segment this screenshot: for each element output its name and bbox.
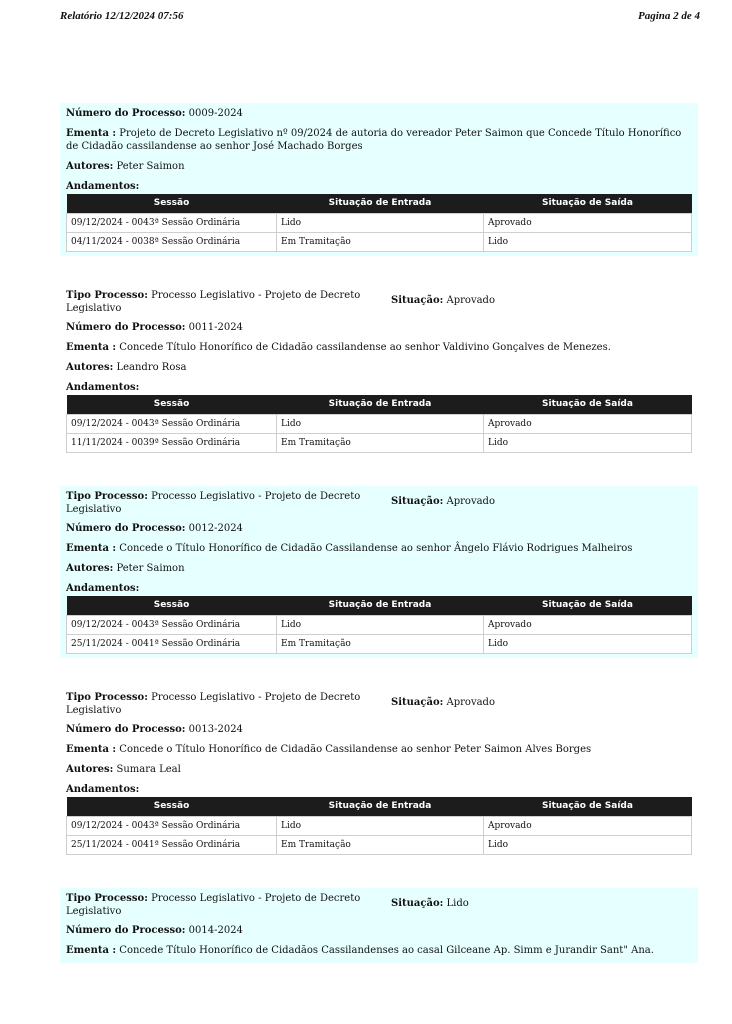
table-row [67,616,692,635]
page-number: Pagina 2 de 4 [637,10,700,22]
cell-sessao: 09/12/2024 - 0043ª Sessão Ordinária [67,817,277,836]
col-saida: Situação de Saída [484,395,692,415]
andamentos-table [66,596,692,654]
col-entrada: Situação de Entrada [277,596,484,616]
col-entrada: Situação de Entrada [277,797,484,817]
report-header [60,10,700,26]
cell-saida: Aprovado [484,214,692,233]
col-saida: Situação de Saída [484,797,692,817]
cell-saida: Aprovado [484,616,692,635]
andamentos-table [66,797,692,855]
cell-saida: Aprovado [484,817,692,836]
table-row [67,214,692,233]
table-row [67,635,692,654]
col-sessao: Sessão [67,797,277,817]
process-ementa: Ementa : Concede o Título Honorífico de Cidadão Cassilandense ao senhor Ângelo Flávio Rodrigues Malheiros [66,543,633,554]
cell-saida: Lido [484,635,692,654]
cell-sessao: 25/11/2024 - 0041ª Sessão Ordinária [67,635,277,654]
cell-entrada: Lido [277,817,484,836]
process-type: Tipo Processo: Processo Legislativo - Projeto de Decreto Legislativo [66,692,361,716]
col-sessao: Sessão [67,194,277,214]
cell-entrada: Lido [277,214,484,233]
process-record [60,888,698,963]
andamentos-title: Andamentos: [66,583,140,594]
cell-entrada: Em Tramitação [277,233,484,252]
process-record [60,687,698,859]
cell-entrada: Em Tramitação [277,434,484,453]
table-header-row [67,596,692,616]
col-saida: Situação de Saída [484,596,692,616]
process-ementa: Ementa : Concede o Título Honorífico de Cidadão Cassilandense ao senhor Peter Saimon Alves Borges [66,744,592,755]
cell-sessao: 09/12/2024 - 0043ª Sessão Ordinária [67,616,277,635]
process-number: Número do Processo: 0011-2024 [66,322,243,333]
table-row [67,233,692,252]
process-status: Situação: Lido [391,898,469,909]
andamentos-title: Andamentos: [66,181,140,192]
process-number: Número do Processo: 0014-2024 [66,925,243,936]
table-row [67,817,692,836]
cell-saida: Lido [484,233,692,252]
cell-sessao: 09/12/2024 - 0043ª Sessão Ordinária [67,214,277,233]
col-saida: Situação de Saída [484,194,692,214]
process-type: Tipo Processo: Processo Legislativo - Projeto de Decreto Legislativo [66,290,361,314]
process-number: Número do Processo: 0012-2024 [66,523,243,534]
process-ementa: Ementa : Concede Título Honorífico de Cidadão cassilandense ao senhor Valdivino Gonçalves de Menezes. [66,342,611,353]
process-authors: Autores: Peter Saimon [66,161,185,172]
process-number: Número do Processo: 0009-2024 [66,108,243,119]
process-status: Situação: Aprovado [391,496,495,507]
cell-sessao: 09/12/2024 - 0043ª Sessão Ordinária [67,415,277,434]
process-authors: Autores: Peter Saimon [66,563,185,574]
cell-entrada: Em Tramitação [277,836,484,855]
table-header-row [67,395,692,415]
process-record [60,285,698,457]
col-entrada: Situação de Entrada [277,395,484,415]
cell-sessao: 11/11/2024 - 0039ª Sessão Ordinária [67,434,277,453]
process-ementa: Ementa : Concede Título Honorífico de Cidadãos Cassilandenses ao casal Gilceane Ap. Simm e Jurandir Sant" Ana. [66,945,654,956]
table-row [67,415,692,434]
process-record [60,103,698,256]
report-timestamp: Relatório 12/12/2024 07:56 [60,10,184,22]
col-entrada: Situação de Entrada [277,194,484,214]
cell-sessao: 04/11/2024 - 0038ª Sessão Ordinária [67,233,277,252]
andamentos-table [66,194,692,252]
col-sessao: Sessão [67,395,277,415]
col-sessao: Sessão [67,596,277,616]
table-header-row [67,194,692,214]
cell-saida: Aprovado [484,415,692,434]
table-header-row [67,797,692,817]
process-record [60,486,698,658]
andamentos-title: Andamentos: [66,382,140,393]
process-authors: Autores: Sumara Leal [66,764,181,775]
cell-saida: Lido [484,434,692,453]
process-authors: Autores: Leandro Rosa [66,362,187,373]
andamentos-title: Andamentos: [66,784,140,795]
cell-entrada: Lido [277,616,484,635]
cell-entrada: Em Tramitação [277,635,484,654]
process-ementa: Ementa : Projeto de Decreto Legislativo nº 09/2024 de autoria do vereador Peter Saimon que Concede Título Honorífico de Cidadão cassilandense ao senhor José Machado Borges [66,128,682,152]
cell-sessao: 25/11/2024 - 0041ª Sessão Ordinária [67,836,277,855]
andamentos-table [66,395,692,453]
process-type: Tipo Processo: Processo Legislativo - Projeto de Decreto Legislativo [66,893,361,917]
cell-saida: Lido [484,836,692,855]
process-status: Situação: Aprovado [391,697,495,708]
process-number: Número do Processo: 0013-2024 [66,724,243,735]
table-row [67,434,692,453]
cell-entrada: Lido [277,415,484,434]
process-status: Situação: Aprovado [391,295,495,306]
table-row [67,836,692,855]
process-type: Tipo Processo: Processo Legislativo - Projeto de Decreto Legislativo [66,491,361,515]
